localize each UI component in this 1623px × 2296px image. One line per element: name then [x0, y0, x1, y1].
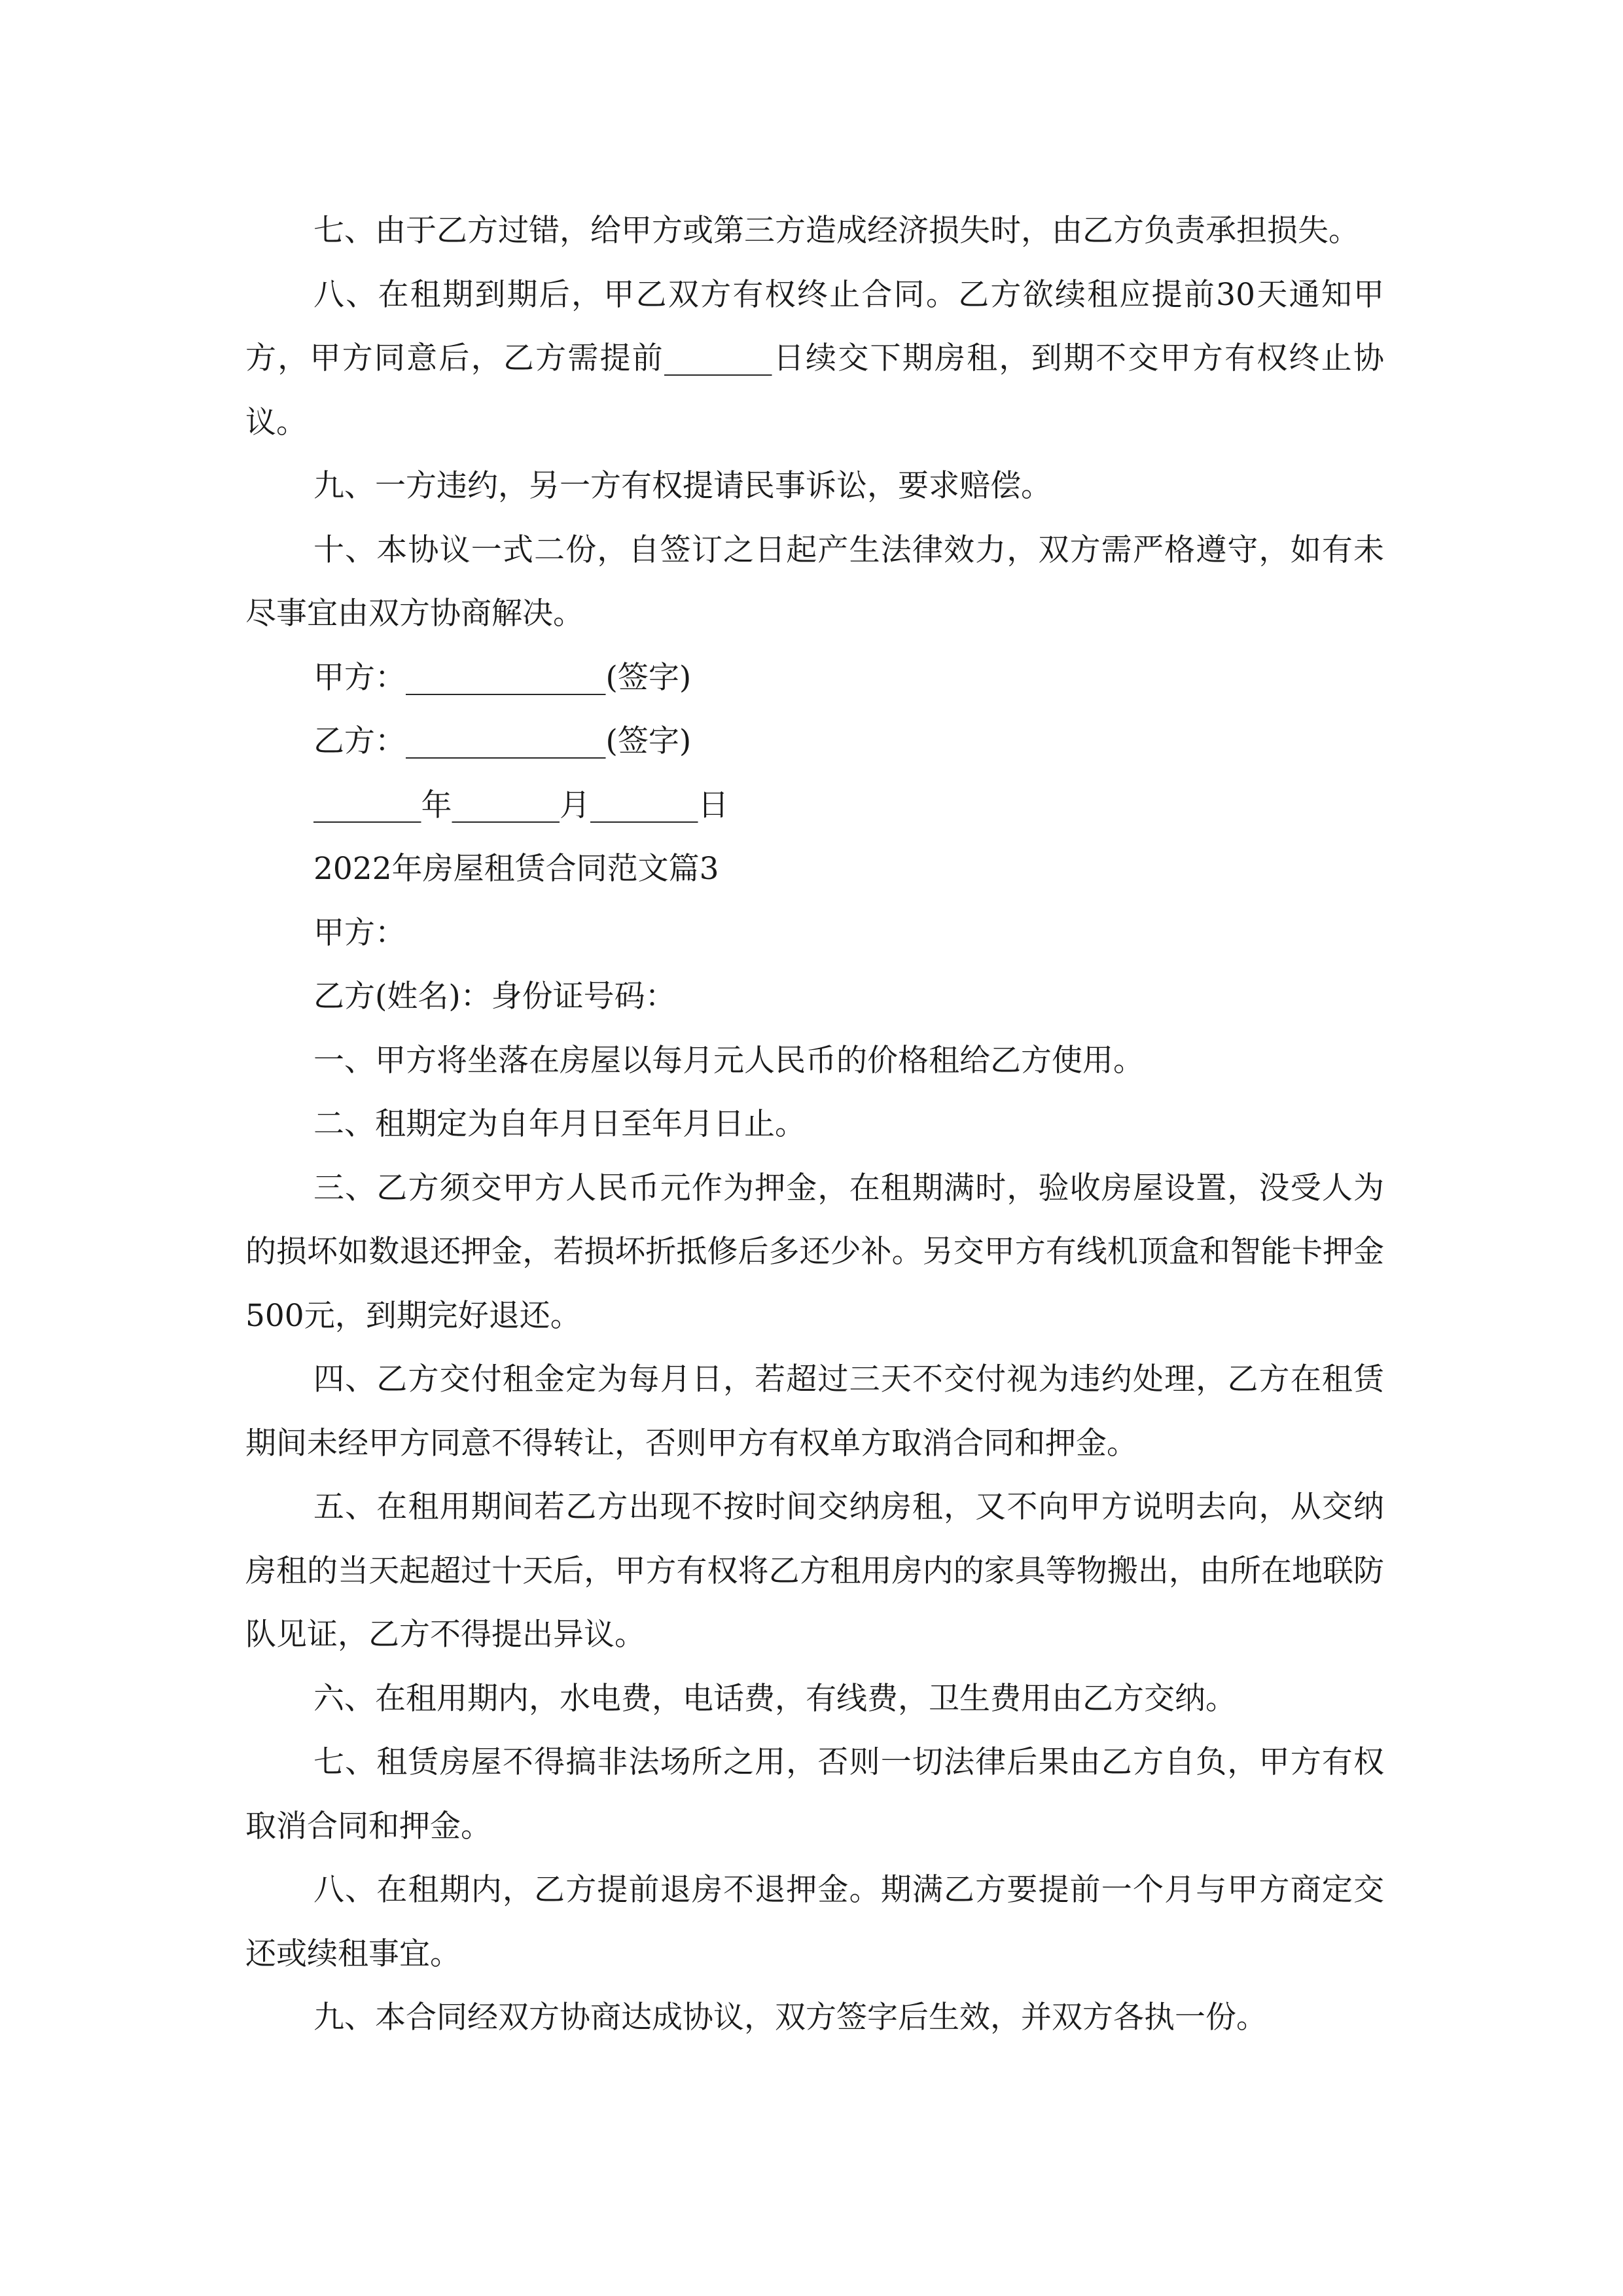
document-body — [245, 199, 1384, 2050]
party-a-label: 甲方： — [313, 914, 406, 951]
date-line: _______年_______月_______日 — [313, 787, 729, 823]
clause-8: 八、在租期到期后，甲乙双方有权终止合同。乙方欲续租应提前30天通知甲方，甲方同意后，乙方需提前_______日续交下期房租，到期不交甲方有权终止协议。 — [245, 276, 1384, 440]
article-7: 七、租赁房屋不得搞非法场所之用，否则一切法律后果由乙方自负，甲方有权取消合同和押金。 — [245, 1744, 1384, 1844]
party-b-label: 乙方(姓名)：身份证号码： — [313, 978, 676, 1014]
article-5: 五、在租用期间若乙方出现不按时间交纳房租，又不向甲方说明去向，从交纳房租的当天起超过十天后，甲方有权将乙方租用房内的家具等物搬出，由所在地联防队见证，乙方不得提出异议。 — [245, 1489, 1384, 1653]
article-8: 八、在租期内，乙方提前退房不退押金。期满乙方要提前一个月与甲方商定交还或续租事宜。 — [245, 1872, 1384, 1972]
party-a-signature-line: 甲方：_____________(签字) — [313, 659, 692, 696]
clause-7: 七、由于乙方过错，给甲方或第三方造成经济损失时，由乙方负责承担损失。 — [313, 213, 1359, 249]
article-2: 二、租期定为自年月日至年月日止。 — [313, 1106, 806, 1142]
article-3: 三、乙方须交甲方人民币元作为押金，在租期满时，验收房屋设置，没受人为的损坏如数退还押金，若损坏折抵修后多还少补。另交甲方有线机顶盒和智能卡押金500元，到期完好退还。 — [245, 1170, 1384, 1334]
clause-9: 九、一方违约，另一方有权提请民事诉讼，要求赔偿。 — [313, 468, 1052, 504]
clause-10: 十、本协议一式二份，自签订之日起产生法律效力，双方需严格遵守，如有未尽事宜由双方协商解决。 — [245, 531, 1384, 632]
article-9: 九、本合同经双方协商达成协议，双方签字后生效，并双方各执一份。 — [313, 2000, 1267, 2036]
article-6: 六、在租用期内，水电费，电话费，有线费，卫生费用由乙方交纳。 — [313, 1680, 1236, 1717]
article-4: 四、乙方交付租金定为每月日，若超过三天不交付视为违约处理，乙方在租赁期间未经甲方同意不得转让，否则甲方有权单方取消合同和押金。 — [245, 1361, 1384, 1462]
party-b-signature-line: 乙方：_____________(签字) — [313, 723, 692, 759]
section-heading: 2022年房屋租赁合同范文篇3 — [313, 851, 719, 887]
article-1: 一、甲方将坐落在房屋以每月元人民币的价格租给乙方使用。 — [313, 1042, 1144, 1079]
